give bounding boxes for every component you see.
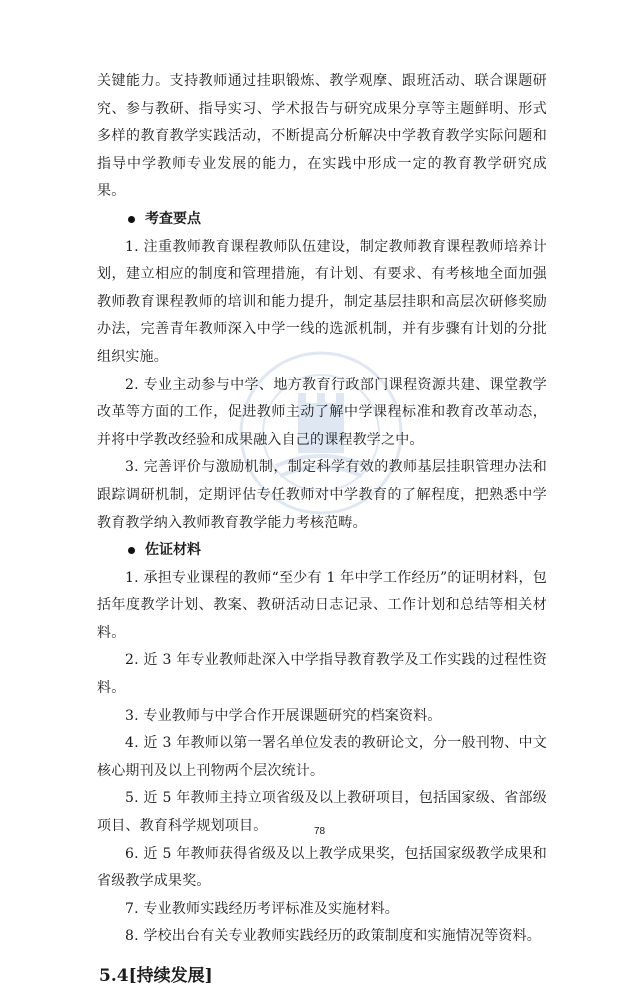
evidence-item: 1. 承担专业课程的教师“至少有 1 年中学工作经历”的证明材料，包括年度教学计划、教案、教研活动日志记录、工作计划和总结等相关材料。 xyxy=(97,569,547,641)
evidence-item: 5. 近 5 年教师主持立项省级及以上教研项目，包括国家级、省部级项目、教育科学规划项目。 xyxy=(97,790,547,835)
section-title: 5.4[持续发展] xyxy=(99,966,213,986)
evidence-item: 3. 专业教师与中学合作开展课题研究的档案资料。 xyxy=(125,707,442,724)
exam-point-item: 2. 专业主动参与中学、地方教育行政部门课程资源共建、课堂教学改革等方面的工作，促进教师主动了解中学课程标准和教育改革动态，并将中学教改经验和成果融入自己的课程教学之中。 xyxy=(97,376,547,448)
evidence-item: 6. 近 5 年教师获得省级及以上教学成果奖，包括国家级教学成果和省级教学成果奖。 xyxy=(97,845,547,890)
bullet-icon xyxy=(128,216,135,223)
intro-paragraph: 关键能力。支持教师通过挂职锻炼、教学观摩、跟班活动、联合课题研究、参与教研、指导实习、学术报告与研究成果分享等主题鲜明、形式多样的教育教学实践活动，不断提高分析解决中学教育教学实际问题和指导中学教师专业发展的能力，在实践中形成一定的教育教学研究成果。 xyxy=(97,73,547,200)
evidence-item: 8. 学校出台有关专业教师实践经历的政策制度和实施情况等资料。 xyxy=(125,928,542,945)
evidence-item: 2. 近 3 年专业教师赴深入中学指导教育教学及工作实践的过程性资料。 xyxy=(97,652,547,697)
evidence-heading: 佐证材料 xyxy=(97,537,547,565)
exam-point-item: 1. 注重教师教育课程教师队伍建设，制定教师教育课程教师培养计划，建立相应的制度和管理措施，有计划、有要求、有考核地全面加强教师教育课程教师的培训和能力提升，制定基层挂职和高层次研修奖励办法，完善青年教师深入中学一线的选派机制，并有步骤有计划的分批组织实施。 xyxy=(97,238,547,365)
evidence-item: 7. 专业教师实践经历考评标准及实施材料。 xyxy=(125,900,400,917)
exam-points-heading: 考查要点 xyxy=(97,206,547,234)
exam-point-item: 3. 完善评价与激励机制，制定科学有效的教师基层挂职管理办法和跟踪调研机制，定期评估专任教师对中学教育的了解程度，把熟悉中学教育教学纳入教师教育教学能力考核范畴。 xyxy=(97,459,547,531)
main-content xyxy=(97,68,547,991)
evidence-item: 4. 近 3 年教师以第一署名单位发表的教研论文，分一般刊物、中文核心期刊及以上刊物两个层次统计。 xyxy=(97,735,547,779)
page-number: 78 xyxy=(313,826,326,837)
